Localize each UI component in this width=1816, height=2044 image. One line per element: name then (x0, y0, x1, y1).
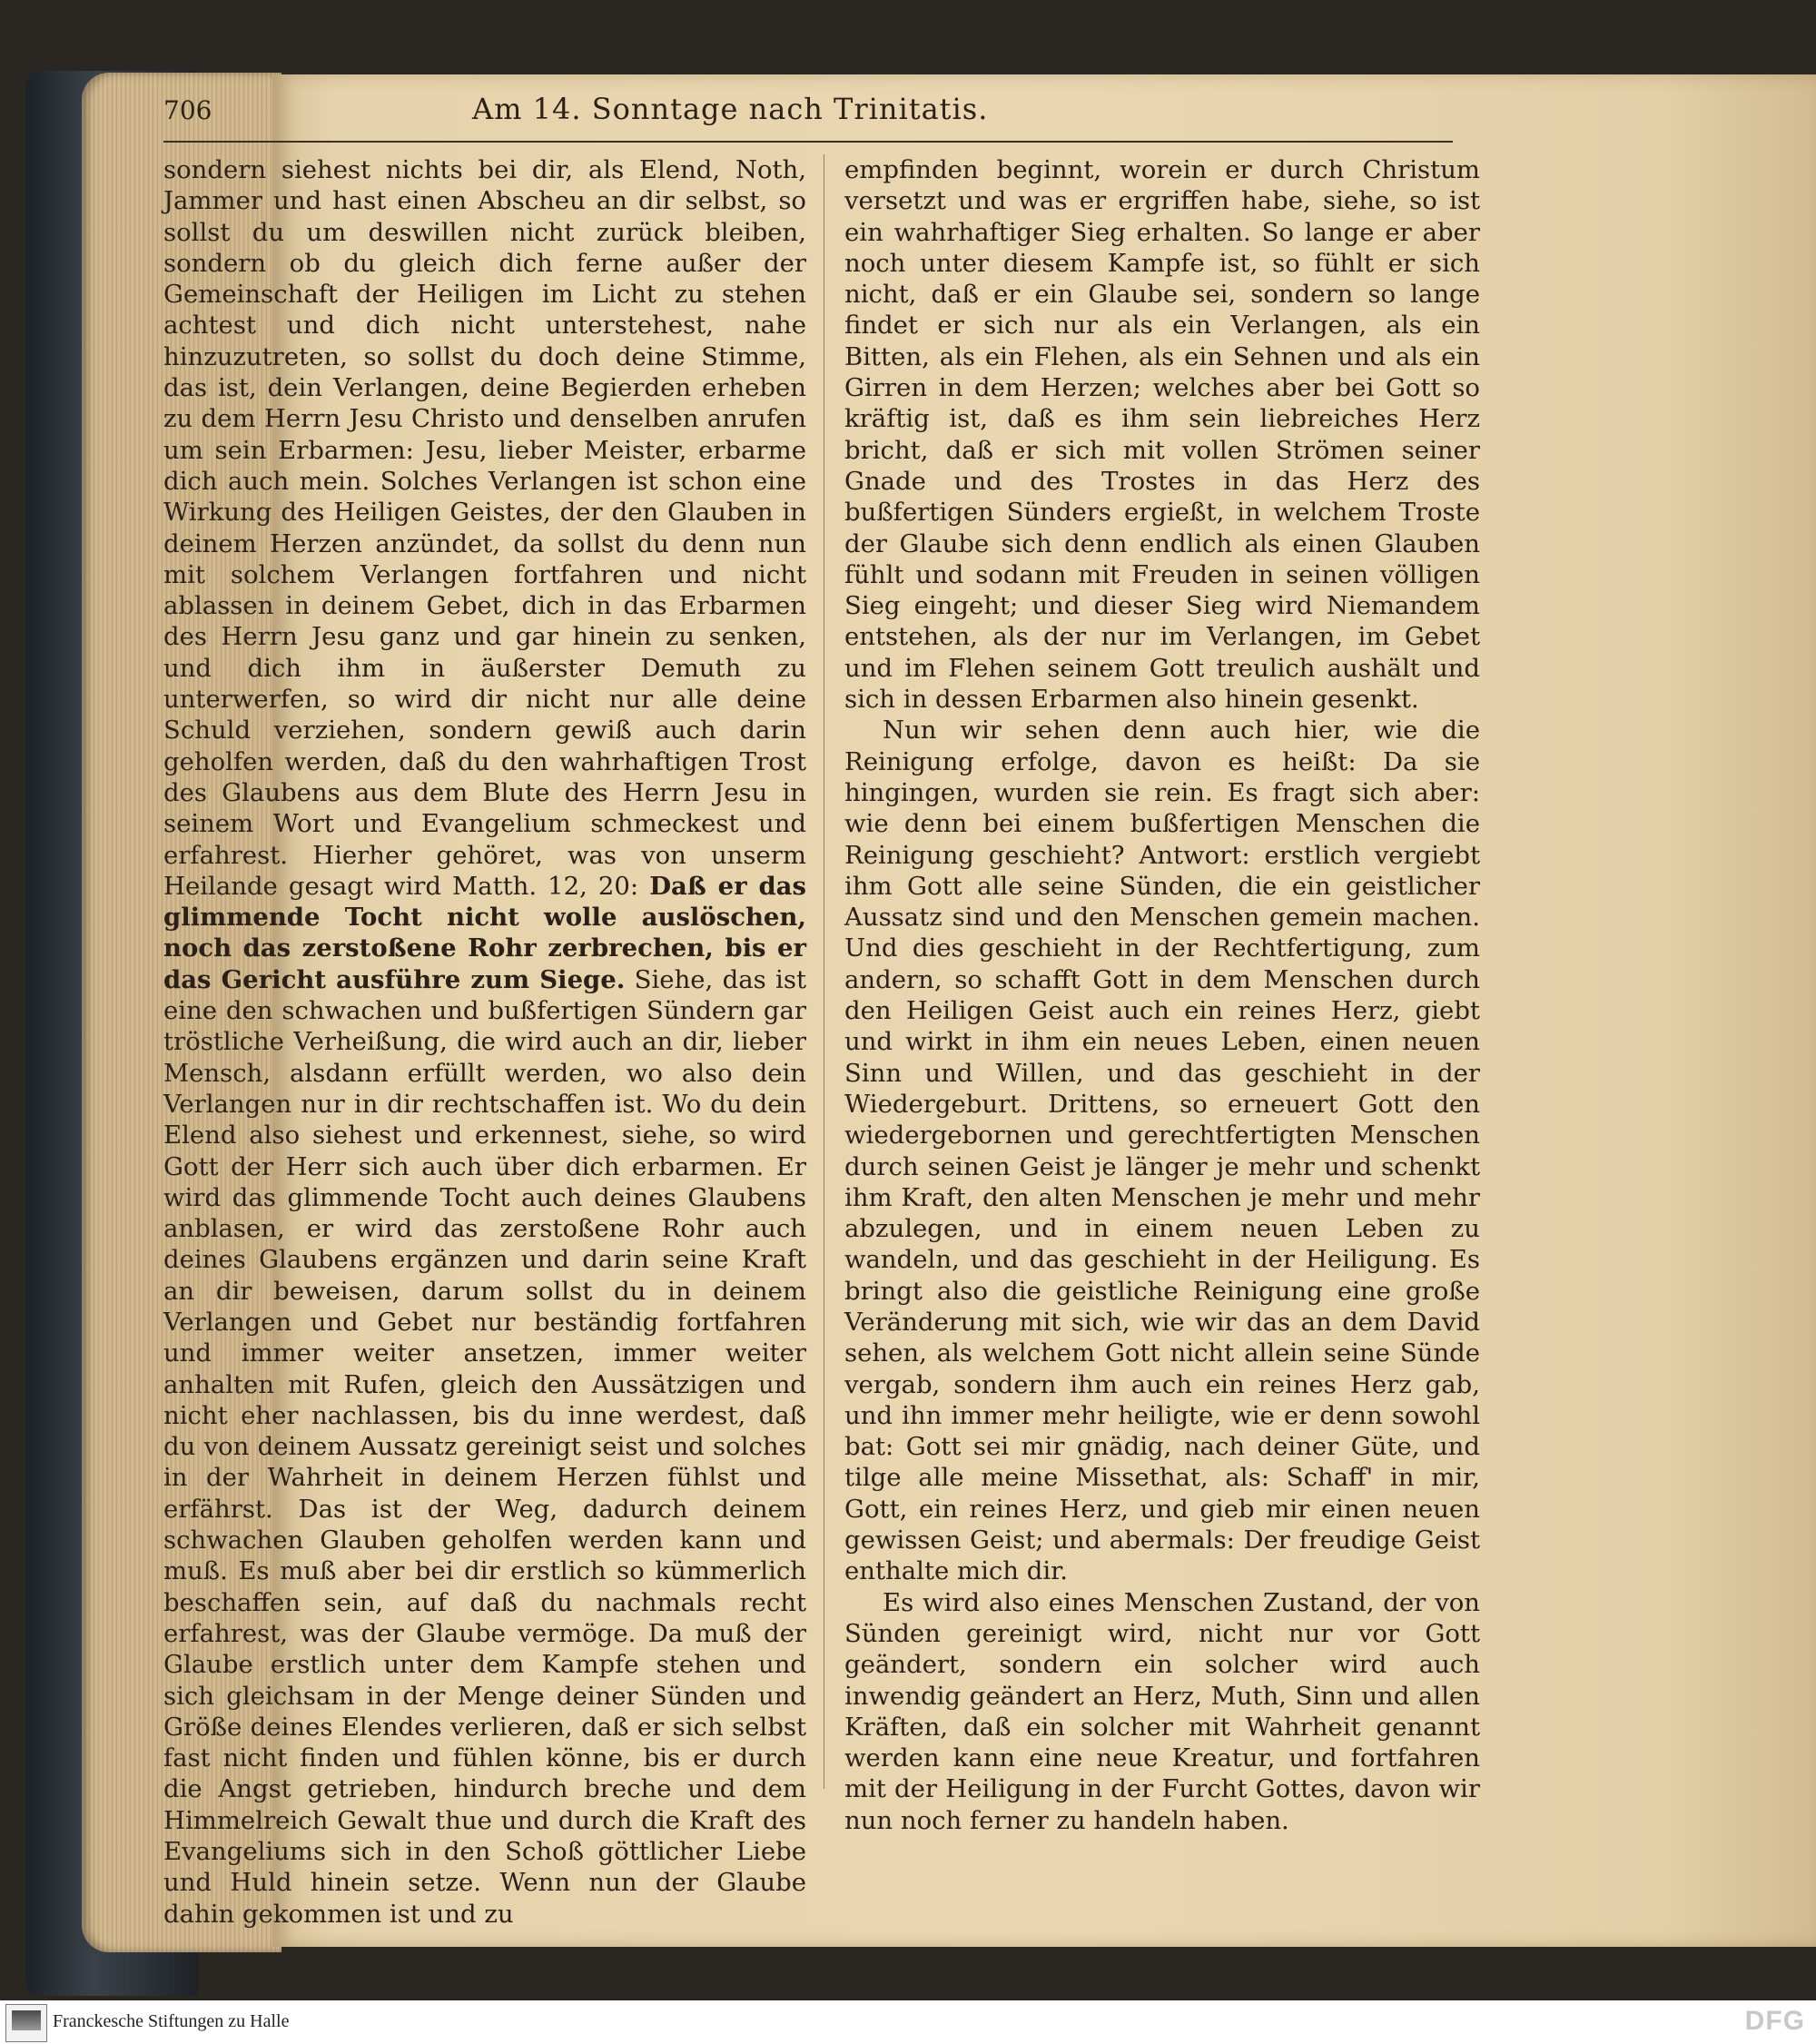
page-number: 706 (163, 95, 212, 125)
scripture-quote: Daß er das glimmende Tocht nicht wolle auslöschen, noch das zerstoßene Rohr zerbrechen, bis er das Gericht ausführe zum Siege. (163, 871, 806, 994)
right-paragraph-3: Es wird also eines Menschen Zustand, der von Sünden gereinigt wird, nicht nur vor Gott geändert, sondern ein solcher wird auch inwendig geändert an Herz, Muth, Sinn und allen Kräften, daß ein solcher mit Wahrheit genannt werden kann eine neue Kreatur, und fortfahren mit der Heiligung in der Furcht Gottes, davon wir nun noch ferner zu handeln haben. (844, 1587, 1480, 1835)
left-paragraph (163, 154, 806, 1930)
left-text-a: sondern siehest nichts bei dir, als Elend, Noth, Jammer und hast einen Abscheu an dir selbst, so sollst du um deswillen nicht zurück bleiben, sondern ob du gleich dich ferne außer der Gemeinschaft der Heiligen im Licht zu stehen achtest und dich nicht unterstehest, nahe hinzuzutreten, so sollst du doch deine Stimme, das ist, dein Verlangen, deine Begierden erheben zu dem Herrn Jesu Christo und denselben anrufen um sein Erbarmen: Jesu, lieber Meister, erbarme dich auch mein. Solches Verlangen ist schon eine Wirkung des Heiligen Geistes, der den Glauben in deinem Herzen anzündet, da sollst du denn nun mit solchem Verlangen fortfahren und nicht ablassen in deinem Gebet, dich in das Erbarmen des Herrn Jesu ganz und gar hinein zu senken, und dich ihm in äußerster Demuth zu unterwerfen, so wird dir nicht nur alle deine Schuld verziehen, sondern gewiß auch darin geholfen werden, daß du den wahrhaftigen Trost des Glaubens aus dem Blute des Herrn Jesu in seinem Wort und Evangelium schmeckest und erfahrest. Hierher gehöret, was von unserm Heilande gesagt wird Matth. 12, 20: (163, 155, 806, 901)
institution-name[interactable]: Franckesche Stiftungen zu Halle (53, 2011, 290, 2031)
right-column (844, 154, 1480, 1836)
page-header (163, 92, 1435, 141)
left-text-b: Siehe, das ist eine den schwachen und bußfertigen Sündern gar tröstliche Verheißung, die wird auch an dir, lieber Mensch, alsdann erfüllt werden, wo also dein Verlangen nur in dir rechtschaffen ist. Wo du dein Elend also siehest und erkennest, siehe, so wird Gott der Herr sich auch über dich erbarmen. Er wird das glimmende Tocht auch deines Glaubens anblasen, er wird das zerstoßene Rohr auch deines Glaubens ergänzen und darin seine Kraft an dir beweisen, darum sollst du in deinem Verlangen und Gebet nur beständig fortfahren und immer weiter ansetzen, immer weiter anhalten mit Rufen, gleich den Aussätzigen und nicht eher nachlassen, bis du inne werdest, daß du von deinem Aussatz gereinigt seist und solches in der Wahrheit in deinem Herzen fühlst und erfährst. Das ist der Weg, dadurch deinem schwachen Glauben geholfen werden kann und muß. Es muß aber bei dir erstlich so kümmerlich beschaffen sein, auf daß du nachmals recht erfahrest, was der Glaube vermöge. Da muß der Glaube erstlich unter dem Kampfe stehen und sich gleichsam in der Menge deiner Sünden und Größe deines Elendes verlieren, daß er sich selbst fast nicht finden und fühlen könne, bis er durch die Angst getrieben, hindurch breche und dem Himmelreich Gewalt thue und durch die Kraft des Evangeliums sich in den Schoß göttlicher Liebe und Huld hinein setze. Wenn nun der Glaube dahin gekommen ist und zu (163, 964, 806, 1929)
left-column (163, 154, 806, 1930)
institution-logo-icon (5, 2004, 47, 2042)
header-rule (163, 141, 1453, 143)
dfg-logo: DFG (1744, 2006, 1805, 2036)
footer-bar (0, 2000, 1816, 2044)
running-title: Am 14. Sonntage nach Trinitatis. (472, 92, 989, 126)
right-paragraph-2: Nun wir sehen denn auch hier, wie die Reinigung erfolge, davon es heißt: Da sie hingingen, wurden sie rein. Es fragt sich aber: wie denn bei einem bußfertigen Menschen die Reinigung geschieht? Antwort: erstlich vergiebt ihm Gott alle seine Sünden, die ein geistlicher Aussatz sind und den Menschen gemein machen. Und dies geschieht in der Rechtfertigung, zum andern, so schafft Gott in dem Menschen durch den Heiligen Geist auch ein reines Herz, giebt und wirkt in ihm ein neues Leben, einen neuen Sinn und Willen, und das geschieht in der Wiedergeburt. Drittens, so erneuert Gott den wiedergebornen und gerechtfertigten Menschen durch seinen Geist je länger je mehr und schenkt ihm Kraft, den alten Menschen je mehr und mehr abzulegen, und in einem neuen Leben zu wandeln, und das geschieht in der Heiligung. Es bringt also die geistliche Reinigung eine große Veränderung mit sich, wie wir das an dem David sehen, als welchem Gott nicht allein seine Sünde vergab, sondern ihm auch ein reines Herz gab, und ihn immer mehr heiligte, wie er denn sowohl bat: Gott sei mir gnädig, nach deiner Güte, und tilge alle meine Missethat, als: Schaff' in mir, Gott, ein reines Herz, und gieb mir einen neuen gewissen Geist; und abermals: Der freudige Geist enthalte mich dir. (844, 716, 1480, 1586)
right-paragraph-1: empfinden beginnt, worein er durch Christum versetzt und was er ergriffen habe, siehe, so ist ein wahrhaftiger Sieg erhalten. So lange er aber noch unter diesem Kampfe ist, so fühlt er sich nicht, daß er ein Glaube sei, sondern so lange findet er sich nur als ein Verlangen, als ein Bitten, als ein Flehen, als ein Sehnen und als ein Girren in dem Herzen; welches aber bei Gott so kräftig ist, daß es ihm sein liebreiches Herz bricht, daß er sich mit vollen Strömen seiner Gnade und des Trostes in das Herz des bußfertigen Sünders ergießt, in welchem Troste der Glaube sich denn endlich als einen Glauben fühlt und sodann mit Freuden in seinen völligen Sieg eingeht; und dieser Sieg wird Niemandem entstehen, als der nur im Verlangen, im Gebet und im Flehen seinem Gott treulich aushält und sich in dessen Erbarmen also hinein gesenkt. (844, 155, 1480, 715)
